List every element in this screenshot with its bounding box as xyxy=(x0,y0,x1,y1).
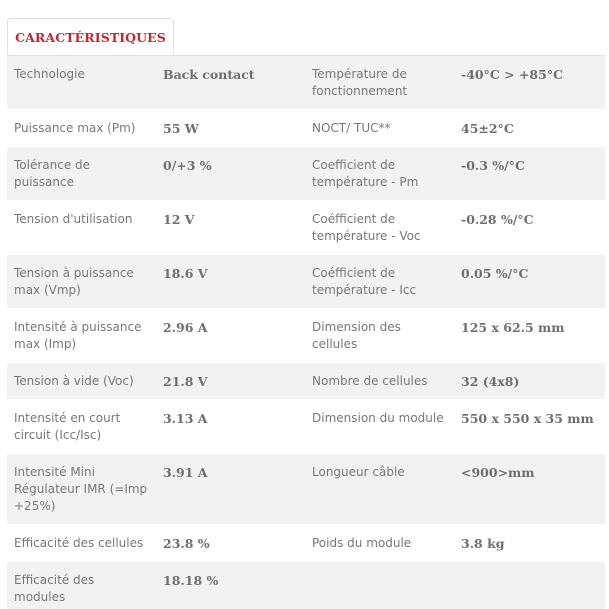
spec-label: Dimension du module xyxy=(312,411,444,425)
table-row xyxy=(7,201,605,255)
spec-label: Intensité Mini Régulateur IMR (=Imp +25%) xyxy=(14,465,148,513)
table-row xyxy=(7,309,605,363)
spec-value: 3.91 A xyxy=(163,465,208,480)
table-row xyxy=(7,56,605,110)
spec-label: Température de fonctionnement xyxy=(312,67,408,98)
tab-bar xyxy=(7,18,605,56)
spec-label: Intensité à puissance max (Imp) xyxy=(14,320,142,351)
spec-value: 12 V xyxy=(163,212,195,227)
table-row xyxy=(7,110,605,147)
spec-label: Puissance max (Pm) xyxy=(14,121,136,135)
spec-value: 23.8 % xyxy=(163,536,210,551)
tab-caracteristiques[interactable]: CARACTÉRISTIQUES xyxy=(7,18,174,55)
spec-value: -0.3 %/°C xyxy=(461,158,525,173)
spec-label: Technologie xyxy=(14,67,85,81)
spec-label: Tension d'utilisation xyxy=(14,212,133,226)
table-row xyxy=(7,400,605,454)
spec-value: 0/+3 % xyxy=(163,158,212,173)
spec-value: Back contact xyxy=(163,67,255,82)
spec-value: 18.18 % xyxy=(163,573,219,588)
spec-value: <900>mm xyxy=(461,465,535,480)
spec-value: 3.13 A xyxy=(163,411,208,426)
spec-value: 2.96 A xyxy=(163,320,208,335)
spec-label: NOCT/ TUC** xyxy=(312,121,391,135)
spec-label: Tension à puissance max (Vmp) xyxy=(14,266,134,297)
spec-value: 18.6 V xyxy=(163,266,208,281)
spec-label: Nombre de cellules xyxy=(312,374,428,388)
table-row xyxy=(7,454,605,525)
specifications-table xyxy=(7,56,605,609)
spec-label: Intensité en court circuit (Icc/Isc) xyxy=(14,411,121,442)
spec-label: Efficacité des cellules xyxy=(14,536,144,550)
spec-value: 45±2°C xyxy=(461,121,514,136)
spec-value: 32 (4x8) xyxy=(461,374,520,389)
table-row xyxy=(7,525,605,562)
spec-label: Dimension des cellules xyxy=(312,320,401,351)
spec-value: 0.05 %/°C xyxy=(461,266,529,281)
spec-value xyxy=(454,562,605,581)
spec-label: Efficacité des modules xyxy=(14,573,95,604)
spec-label: Poids du module xyxy=(312,536,412,550)
spec-value: -40°C > +85°C xyxy=(461,67,564,82)
spec-label: Coefficient de température - Pm xyxy=(312,158,419,189)
spec-label: Longueur câble xyxy=(312,465,405,479)
spec-label: Tension à vide (Voc) xyxy=(14,374,134,388)
spec-value: 550 x 550 x 35 mm xyxy=(461,411,594,426)
spec-value: 55 W xyxy=(163,121,199,136)
table-row xyxy=(7,363,605,400)
spec-value: 125 x 62.5 mm xyxy=(461,320,565,335)
table-row xyxy=(7,255,605,309)
spec-value: 3.8 kg xyxy=(461,536,505,551)
spec-value: -0.28 %/°C xyxy=(461,212,534,227)
spec-label xyxy=(305,562,454,581)
spec-label: Tolérance de puissance xyxy=(14,158,91,189)
spec-label: Coéfficient de température - Voc xyxy=(312,212,421,243)
spec-label: Coéfficient de température - Icc xyxy=(312,266,417,297)
table-row xyxy=(7,147,605,201)
table-row xyxy=(7,562,605,609)
spec-value: 21.8 V xyxy=(163,374,208,389)
